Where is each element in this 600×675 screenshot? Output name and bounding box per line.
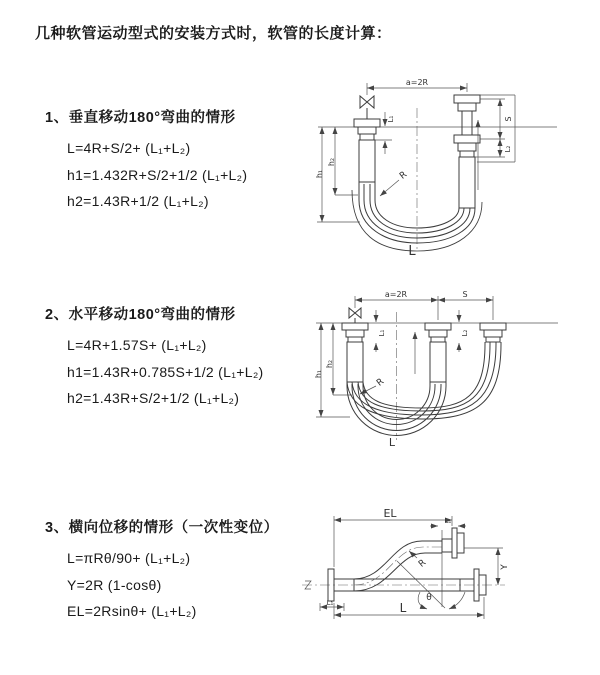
formula-line: h1=1.432R+S/2+1/2 (L₁+L₂) bbox=[67, 166, 248, 183]
diagram-horizontal-180-bend bbox=[310, 282, 570, 450]
dim-label-l1-bottom: L₁ bbox=[326, 599, 334, 607]
u-hose-curve-shifted bbox=[347, 342, 501, 419]
angle-arc bbox=[449, 592, 465, 609]
length-label: L bbox=[388, 436, 396, 449]
section-1-heading: 1、垂直移动180°弯曲的情形 bbox=[45, 110, 236, 126]
section-3 bbox=[45, 516, 320, 625]
radius-label: R bbox=[417, 557, 429, 570]
upper-flange bbox=[442, 528, 464, 558]
length-label: L bbox=[399, 601, 407, 615]
dim-label-y: Y bbox=[500, 564, 510, 570]
dim-label-s: S bbox=[504, 116, 513, 122]
formula-line: L=4R+1.57S+ (L₁+L₂) bbox=[67, 337, 207, 353]
dim-label-l2: L₂ bbox=[461, 329, 469, 337]
page-title: 几种软管运动型式的安装方式时，软管的长度计算： bbox=[35, 25, 392, 42]
formula-line: EL=2Rsinθ+ (L₁+L₂) bbox=[67, 603, 197, 619]
dim-label-h1: h₁ bbox=[314, 369, 323, 379]
formula-line: h2=1.43R+1/2 (L₁+L₂) bbox=[67, 193, 209, 209]
braided-hose-section bbox=[347, 342, 363, 382]
dim-label-l1-top: L₁ bbox=[444, 517, 452, 525]
braided-hose-section bbox=[430, 342, 446, 382]
formula-line: Y=2R (1-cosθ) bbox=[67, 576, 162, 593]
left-fitting bbox=[342, 323, 368, 382]
braided-hose-section bbox=[359, 140, 375, 182]
dim-label-l1: L₁ bbox=[378, 329, 386, 337]
section-2 bbox=[45, 303, 320, 412]
section-1 bbox=[45, 106, 320, 215]
dim-label-el: EL bbox=[383, 507, 397, 520]
dim-label-a2r: a=2R bbox=[405, 78, 429, 87]
dim-label-h1: h₁ bbox=[315, 169, 324, 179]
dim-label-s: S bbox=[462, 290, 468, 299]
formula-line: h1=1.43R+0.785S+1/2 (L₁+L₂) bbox=[67, 363, 264, 380]
dim-label-a2r: a=2R bbox=[384, 290, 408, 299]
angle-label: θ bbox=[426, 593, 432, 603]
formula-line: L=4R+S/2+ (L₁+L₂) bbox=[67, 140, 191, 156]
formula-line: h2=1.43R+S/2+1/2 (L₁+L₂) bbox=[67, 390, 240, 406]
diagram-lateral-displacement bbox=[298, 505, 588, 635]
right-fitting bbox=[454, 95, 480, 208]
radius-leader bbox=[380, 180, 399, 196]
dimension-lines bbox=[317, 83, 557, 252]
radius-leader bbox=[360, 386, 376, 394]
s-curve-hose bbox=[354, 541, 442, 591]
right-fitting bbox=[480, 323, 506, 342]
radius-label: R bbox=[375, 376, 387, 389]
dim-label-l2: L₂ bbox=[504, 145, 512, 153]
dim-label-l1: L₁ bbox=[387, 115, 395, 123]
diagram-vertical-180-bend bbox=[312, 62, 572, 257]
left-fitting bbox=[354, 119, 380, 182]
dim-label-h2: h₂ bbox=[327, 157, 336, 167]
formula-line: L=πRθ/90+ (L₁+L₂) bbox=[67, 550, 191, 566]
dim-label-h2: h₂ bbox=[325, 359, 334, 369]
section-3-heading: 3、横向位移的情形（一次性变位） bbox=[45, 520, 279, 536]
radius-label: R bbox=[398, 169, 410, 182]
length-label: L bbox=[408, 244, 416, 257]
valve-symbol bbox=[349, 308, 361, 323]
valve-symbol bbox=[360, 96, 374, 119]
braided-hose-section bbox=[459, 157, 475, 208]
middle-fitting bbox=[425, 323, 451, 382]
section-2-heading: 2、水平移动180°弯曲的情形 bbox=[45, 307, 236, 323]
